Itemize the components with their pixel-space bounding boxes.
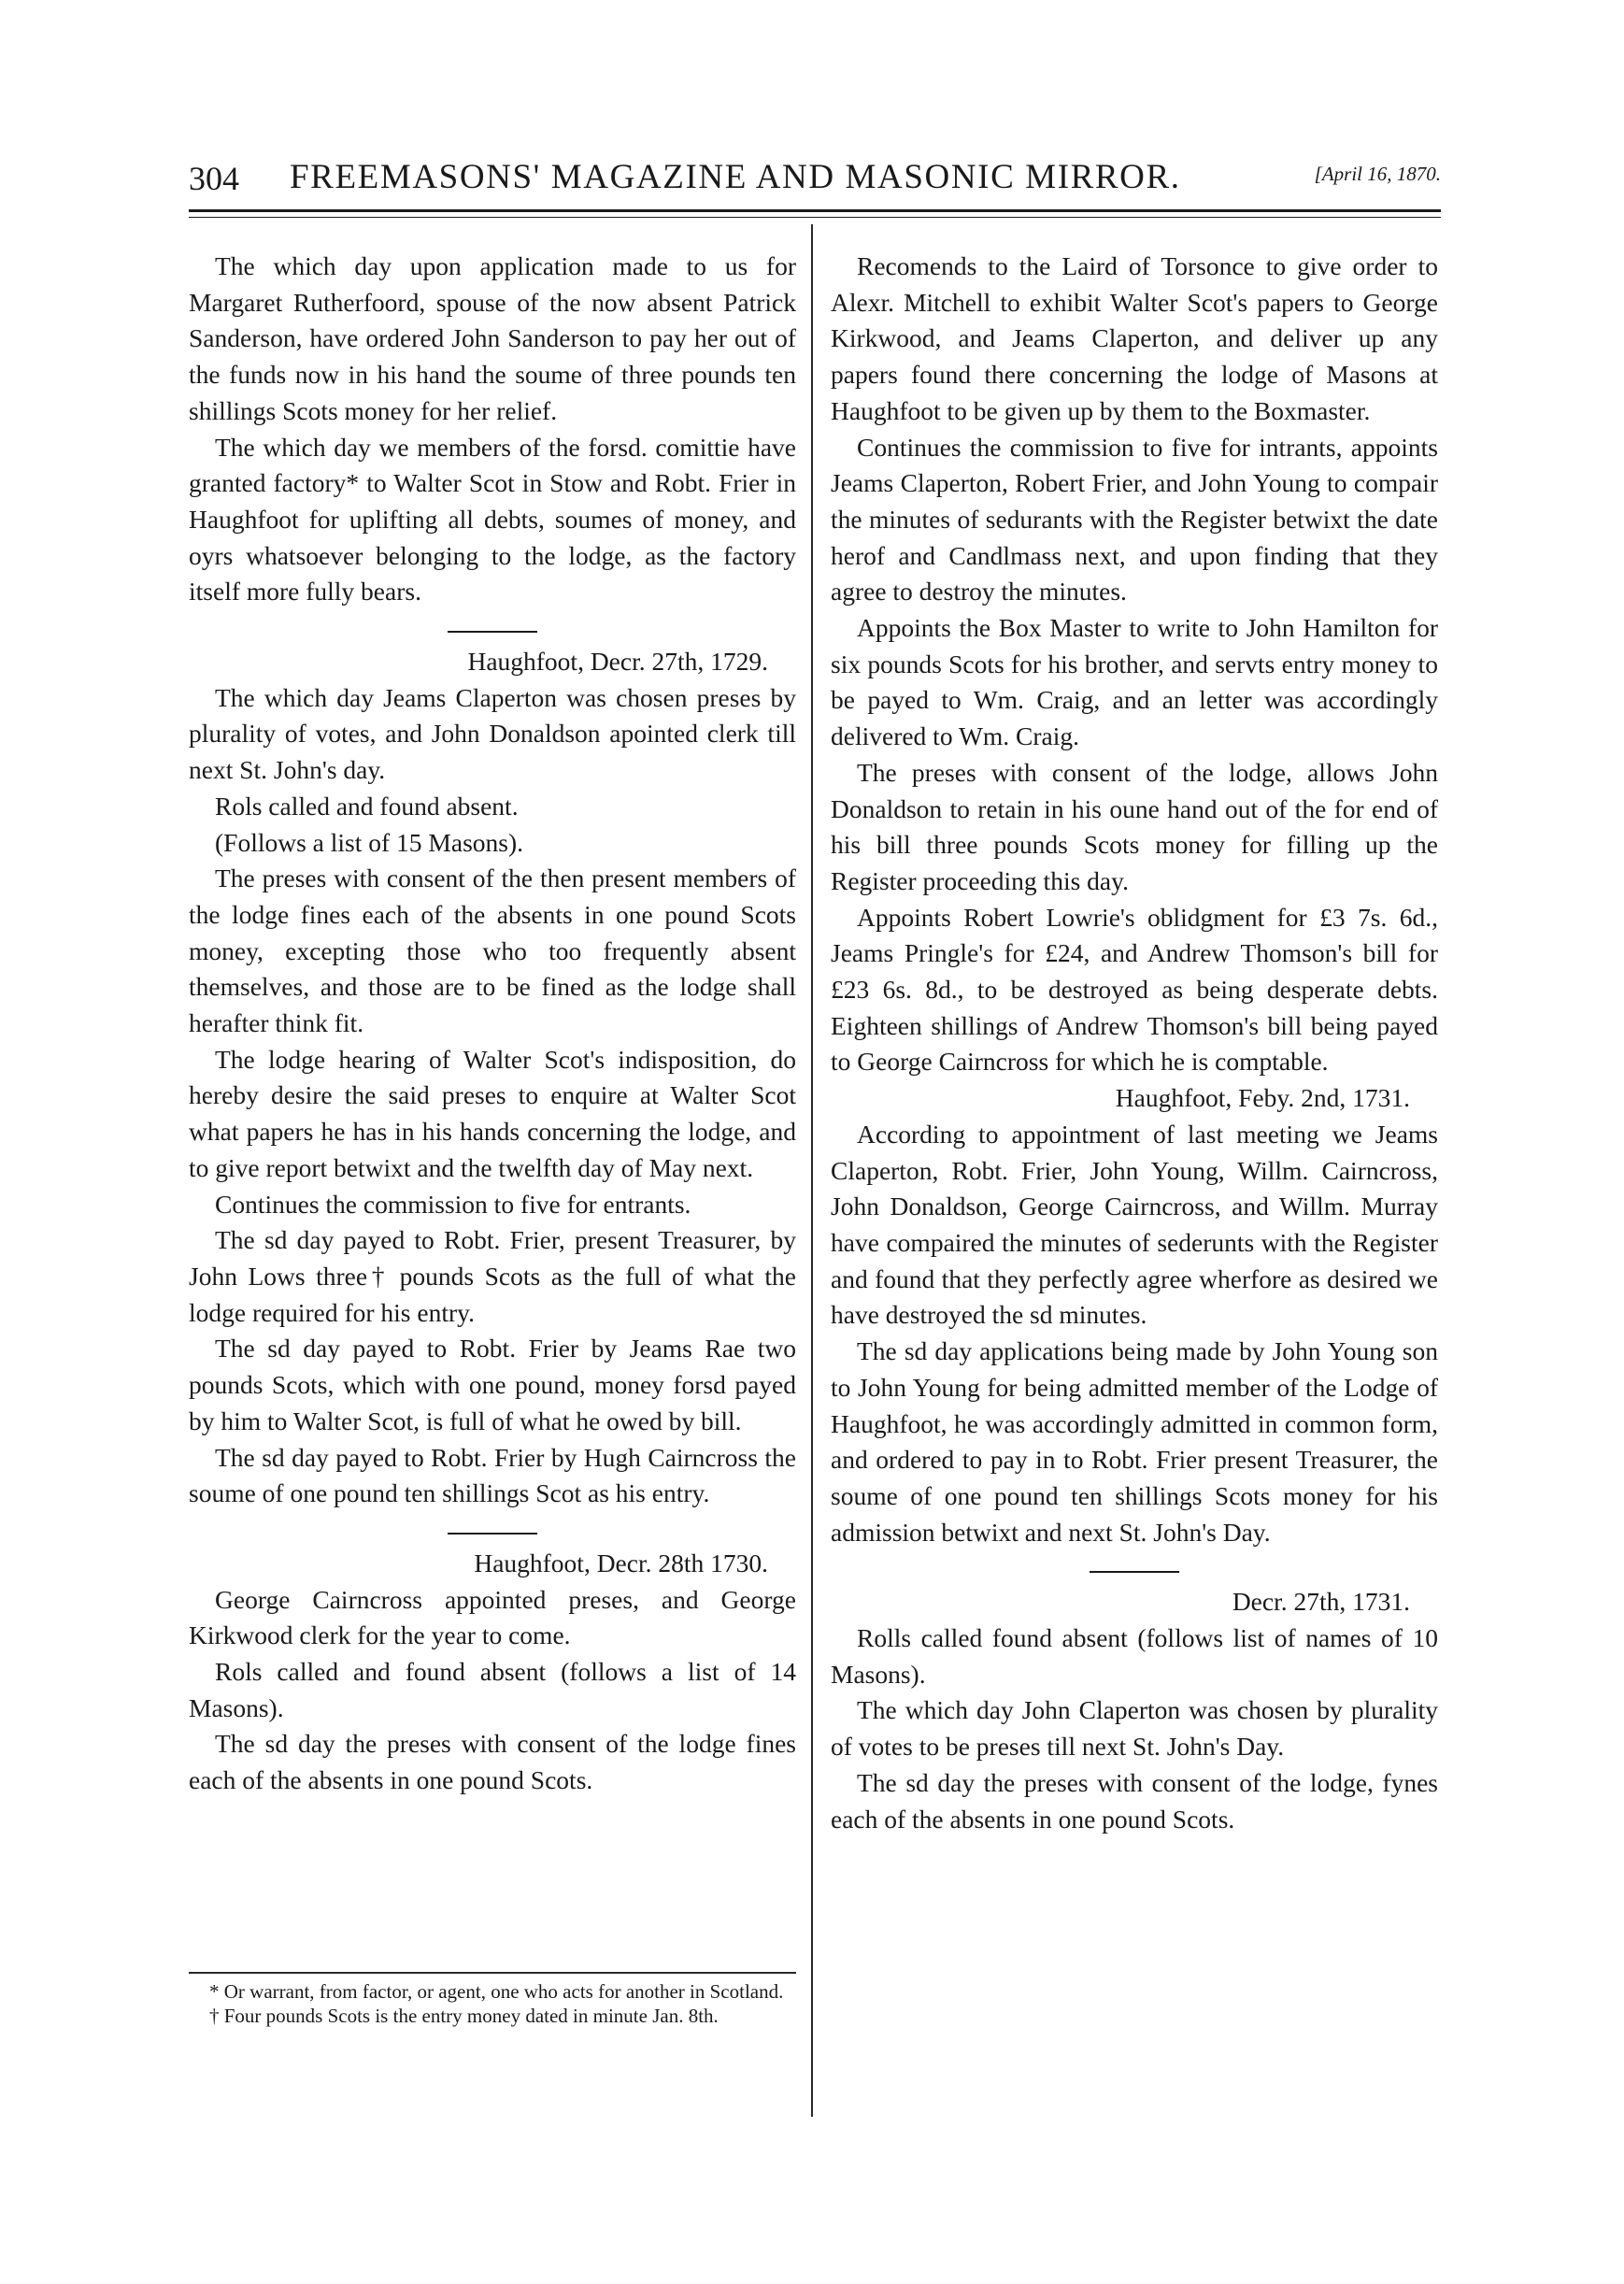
header-rule-thick <box>189 209 1441 212</box>
paragraph: Continues the commission to five for intrants, appoints Jeams Claperton, Robert Frier, and John Young to compair the minutes of sedurants with the Register betwixt the date herof and Candlmass next, and upon finding that they agree to destroy the minutes. <box>831 432 1438 607</box>
paragraph: (Follows a list of 15 Masons). <box>215 827 523 857</box>
header-rule-thin <box>189 217 1441 218</box>
dateline: Haughfoot, Feby. 2nd, 1731. <box>1115 1083 1410 1113</box>
paragraph: The preses with consent of the lodge, allows John Donaldson to retain in his oune hand out of the for end of his bill three pounds Scots money for filling up the Register proceeding this day. <box>831 757 1438 895</box>
paragraph: The lodge hearing of Walter Scot's indisposition, do hereby desire the said preses to enquire at Walter Scot what papers he has in his hands concerning the lodge, and to give report betwixt and the twelfth day of May next. <box>189 1044 796 1182</box>
paragraph: The sd day payed to Robt. Frier, present Treasurer, by John Lows three† pounds Scots as the full of what the lodge required for his entry. <box>189 1225 796 1327</box>
paragraph: Rols called and found absent (follows a list of 14 Masons). <box>189 1657 796 1722</box>
paragraph: George Cairncross appointed preses, and George Kirkwood clerk for the year to come. <box>189 1584 796 1650</box>
paragraph: The which day we members of the forsd. comittie have granted factory* to Walter Scot in Stow and Robt. Frier in Haughfoot for uplifting all debts, soumes of money, and oyrs whatsoever belonging to the lodge, as the factory itself more fully bears. <box>189 432 796 607</box>
page-number: 304 <box>189 160 239 197</box>
paragraph: The sd day applications being made by John Young son to John Young for being admitted member of the Lodge of Haughfoot, he was accordingly admitted in common form, and ordered to pay in to Robt. Frier present Treasurer, the soume of one pound ten shillings Scots money for his admission betwixt and next St. John's Day. <box>831 1336 1438 1547</box>
footnote: † Four pounds Scots is the entry money dated in minute Jan. 8th. <box>209 2005 719 2027</box>
dateline: Haughfoot, Decr. 28th 1730. <box>474 1548 768 1577</box>
paragraph: The sd day the preses with consent of the lodge fines each of the absents in one pound Scots. <box>189 1729 796 1795</box>
paragraph: According to appointment of last meeting we Jeams Claperton, Robt. Frier, John Young, Willm. Cairncross, John Donaldson, George Cairncross, and Willm. Murray have compaired the minutes of sederunts with the Register and found that they perfectly agree wherfore as desired we have destroyed the sd minutes. <box>831 1119 1438 1330</box>
left-column <box>189 249 796 1799</box>
dateline: Haughfoot, Decr. 27th, 1729. <box>467 647 768 677</box>
paragraph: The sd day payed to Robt. Frier by Hugh Cairncross the soume of one pound ten shillings Scot as his entry. <box>189 1442 796 1508</box>
paragraph: Recomends to the Laird of Torsonce to give order to Alexr. Mitchell to exhibit Walter Scot's papers to George Kirkwood, and Jeams Claperton, and deliver up any papers found there concerning the lodge of Masons at Haughfoot to be given up by them to the Boxmaster. <box>831 251 1438 425</box>
paragraph: The which day Jeams Claperton was chosen preses by plurality of votes, and John Donaldson apointed clerk till next St. John's day. <box>189 682 796 785</box>
section-separator <box>189 610 796 644</box>
right-column <box>831 249 1438 1837</box>
page-header <box>189 157 1441 204</box>
footnote: * Or warrant, from factor, or agent, one who acts for another in Scotland. <box>209 1980 784 2003</box>
paragraph: Appoints the Box Master to write to John Hamilton for six pounds Scots for his brother, and servts entry money to be payed to Wm. Craig, and an letter was accordingly delivered to Wm. Craig. <box>831 613 1438 751</box>
issue-date: [April 16, 1870. <box>1314 163 1441 185</box>
section-separator <box>189 1512 796 1546</box>
paragraph: Rols called and found absent. <box>215 791 519 821</box>
paragraph: Continues the commission to five for entrants. <box>215 1189 691 1219</box>
footnote-rule <box>189 1972 796 1974</box>
paragraph: The sd day payed to Robt. Frier by Jeams Rae two pounds Scots, which with one pound, money forsd payed by him to Walter Scot, is full of what he owed by bill. <box>189 1334 796 1435</box>
section-separator <box>831 1550 1438 1584</box>
dateline: Decr. 27th, 1731. <box>1232 1587 1410 1617</box>
paragraph: The which day upon application made to us for Margaret Rutherfoord, spouse of the now absent Patrick Sanderson, have ordered John Sanderson to pay her out of the funds now in his hand the soume of three pounds ten shillings Scots money for her relief. <box>189 251 796 425</box>
paragraph: The which day John Claperton was chosen by plurality of votes to be preses till next St. John's Day. <box>831 1695 1438 1762</box>
paragraph: The preses with consent of the then present members of the lodge fines each of the absents in one pound Scots money, excepting those who too frequently absent themselves, and those are to be fined as the lodge shall herafter think fit. <box>189 864 796 1038</box>
magazine-title: FREEMASONS' MAGAZINE AND MASONIC MIRROR. <box>290 158 1181 196</box>
column-divider <box>811 224 813 2117</box>
paragraph: Appoints Robert Lowrie's oblidgment for £3 7s. 6d., Jeams Pringle's for £24, and Andrew Thomson's bill for £23 6s. 8d., to be destroyed as being desperate debts. Eighteen shillings of Andrew Thomson's bill being payed to George Cairncross for which he is comptable. <box>831 902 1438 1077</box>
paragraph: The sd day the preses with consent of the lodge, fynes each of the absents in one pound Scots. <box>831 1767 1438 1834</box>
paragraph: Rolls called found absent (follows list of names of 10 Masons). <box>831 1623 1438 1689</box>
footnotes <box>189 1981 796 2030</box>
